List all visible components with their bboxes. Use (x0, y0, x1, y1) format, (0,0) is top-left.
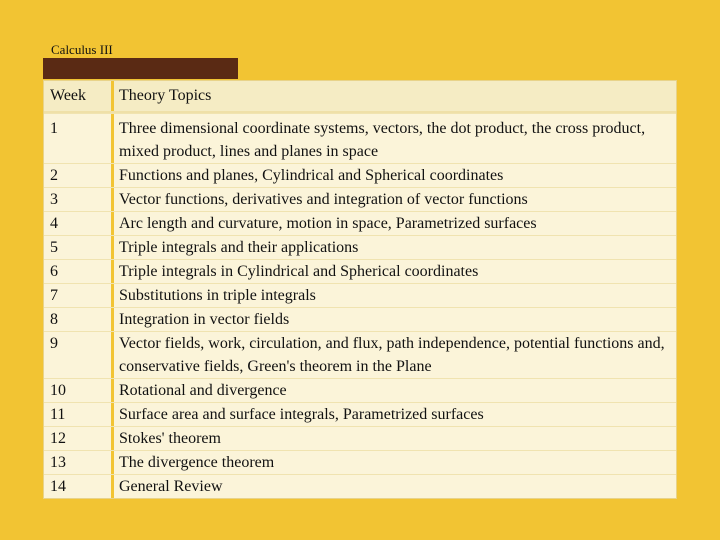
topic-cell: Triple integrals and their applications (119, 239, 359, 256)
week-cell: 3 (44, 188, 114, 211)
week-cell: 4 (44, 212, 114, 235)
topic-cell: Vector functions, derivatives and integration of vector functions (119, 191, 528, 208)
table-row (44, 187, 676, 211)
table-row (44, 211, 676, 235)
topic-cell: Stokes' theorem (119, 430, 221, 447)
syllabus-table (43, 80, 677, 499)
topic-cell: The divergence theorem (119, 454, 275, 471)
week-cell: 13 (44, 451, 114, 474)
header-week: Week (44, 81, 114, 111)
table-row (44, 163, 676, 187)
week-cell: 1 (44, 114, 114, 163)
table-row (44, 426, 676, 450)
topic-cell: Rotational and divergence (119, 382, 287, 399)
week-cell: 11 (44, 403, 114, 426)
week-cell: 2 (44, 164, 114, 187)
week-cell: 7 (44, 284, 114, 307)
topic-cell: Arc length and curvature, motion in space, Parametrized surfaces (119, 215, 537, 232)
topic-cell: Integration in vector fields (119, 311, 290, 328)
title-accent-bar (43, 58, 238, 79)
table-row (44, 235, 676, 259)
topic-cell: Three dimensional coordinate systems, vectors, the dot product, the cross product, mixed product, lines and planes in space (119, 120, 646, 160)
table-row (44, 378, 676, 402)
topic-cell: Functions and planes, Cylindrical and Spherical coordinates (119, 167, 504, 184)
table-row (44, 113, 676, 163)
table-row (44, 283, 676, 307)
week-cell: 14 (44, 475, 114, 498)
week-cell: 9 (44, 332, 114, 378)
week-cell: 10 (44, 379, 114, 402)
week-cell: 6 (44, 260, 114, 283)
topic-cell: Substitutions in triple integrals (119, 287, 316, 304)
course-title: Calculus III (51, 42, 113, 57)
header-topic: Theory Topics (119, 87, 212, 104)
table-row (44, 331, 676, 378)
table-row (44, 307, 676, 331)
week-cell: 8 (44, 308, 114, 331)
week-cell: 12 (44, 427, 114, 450)
table-header-row (44, 81, 676, 113)
table-row (44, 402, 676, 426)
topic-cell: Surface area and surface integrals, Parametrized surfaces (119, 406, 484, 423)
topic-cell: General Review (119, 478, 223, 495)
topic-cell: Triple integrals in Cylindrical and Spherical coordinates (119, 263, 479, 280)
table-row (44, 259, 676, 283)
table-body (44, 113, 676, 498)
table-row (44, 450, 676, 474)
topic-cell: Vector fields, work, circulation, and flux, path independence, potential functions and, conservative fields, Green's theorem in the Plane (119, 335, 665, 375)
table-row (44, 474, 676, 498)
week-cell: 5 (44, 236, 114, 259)
